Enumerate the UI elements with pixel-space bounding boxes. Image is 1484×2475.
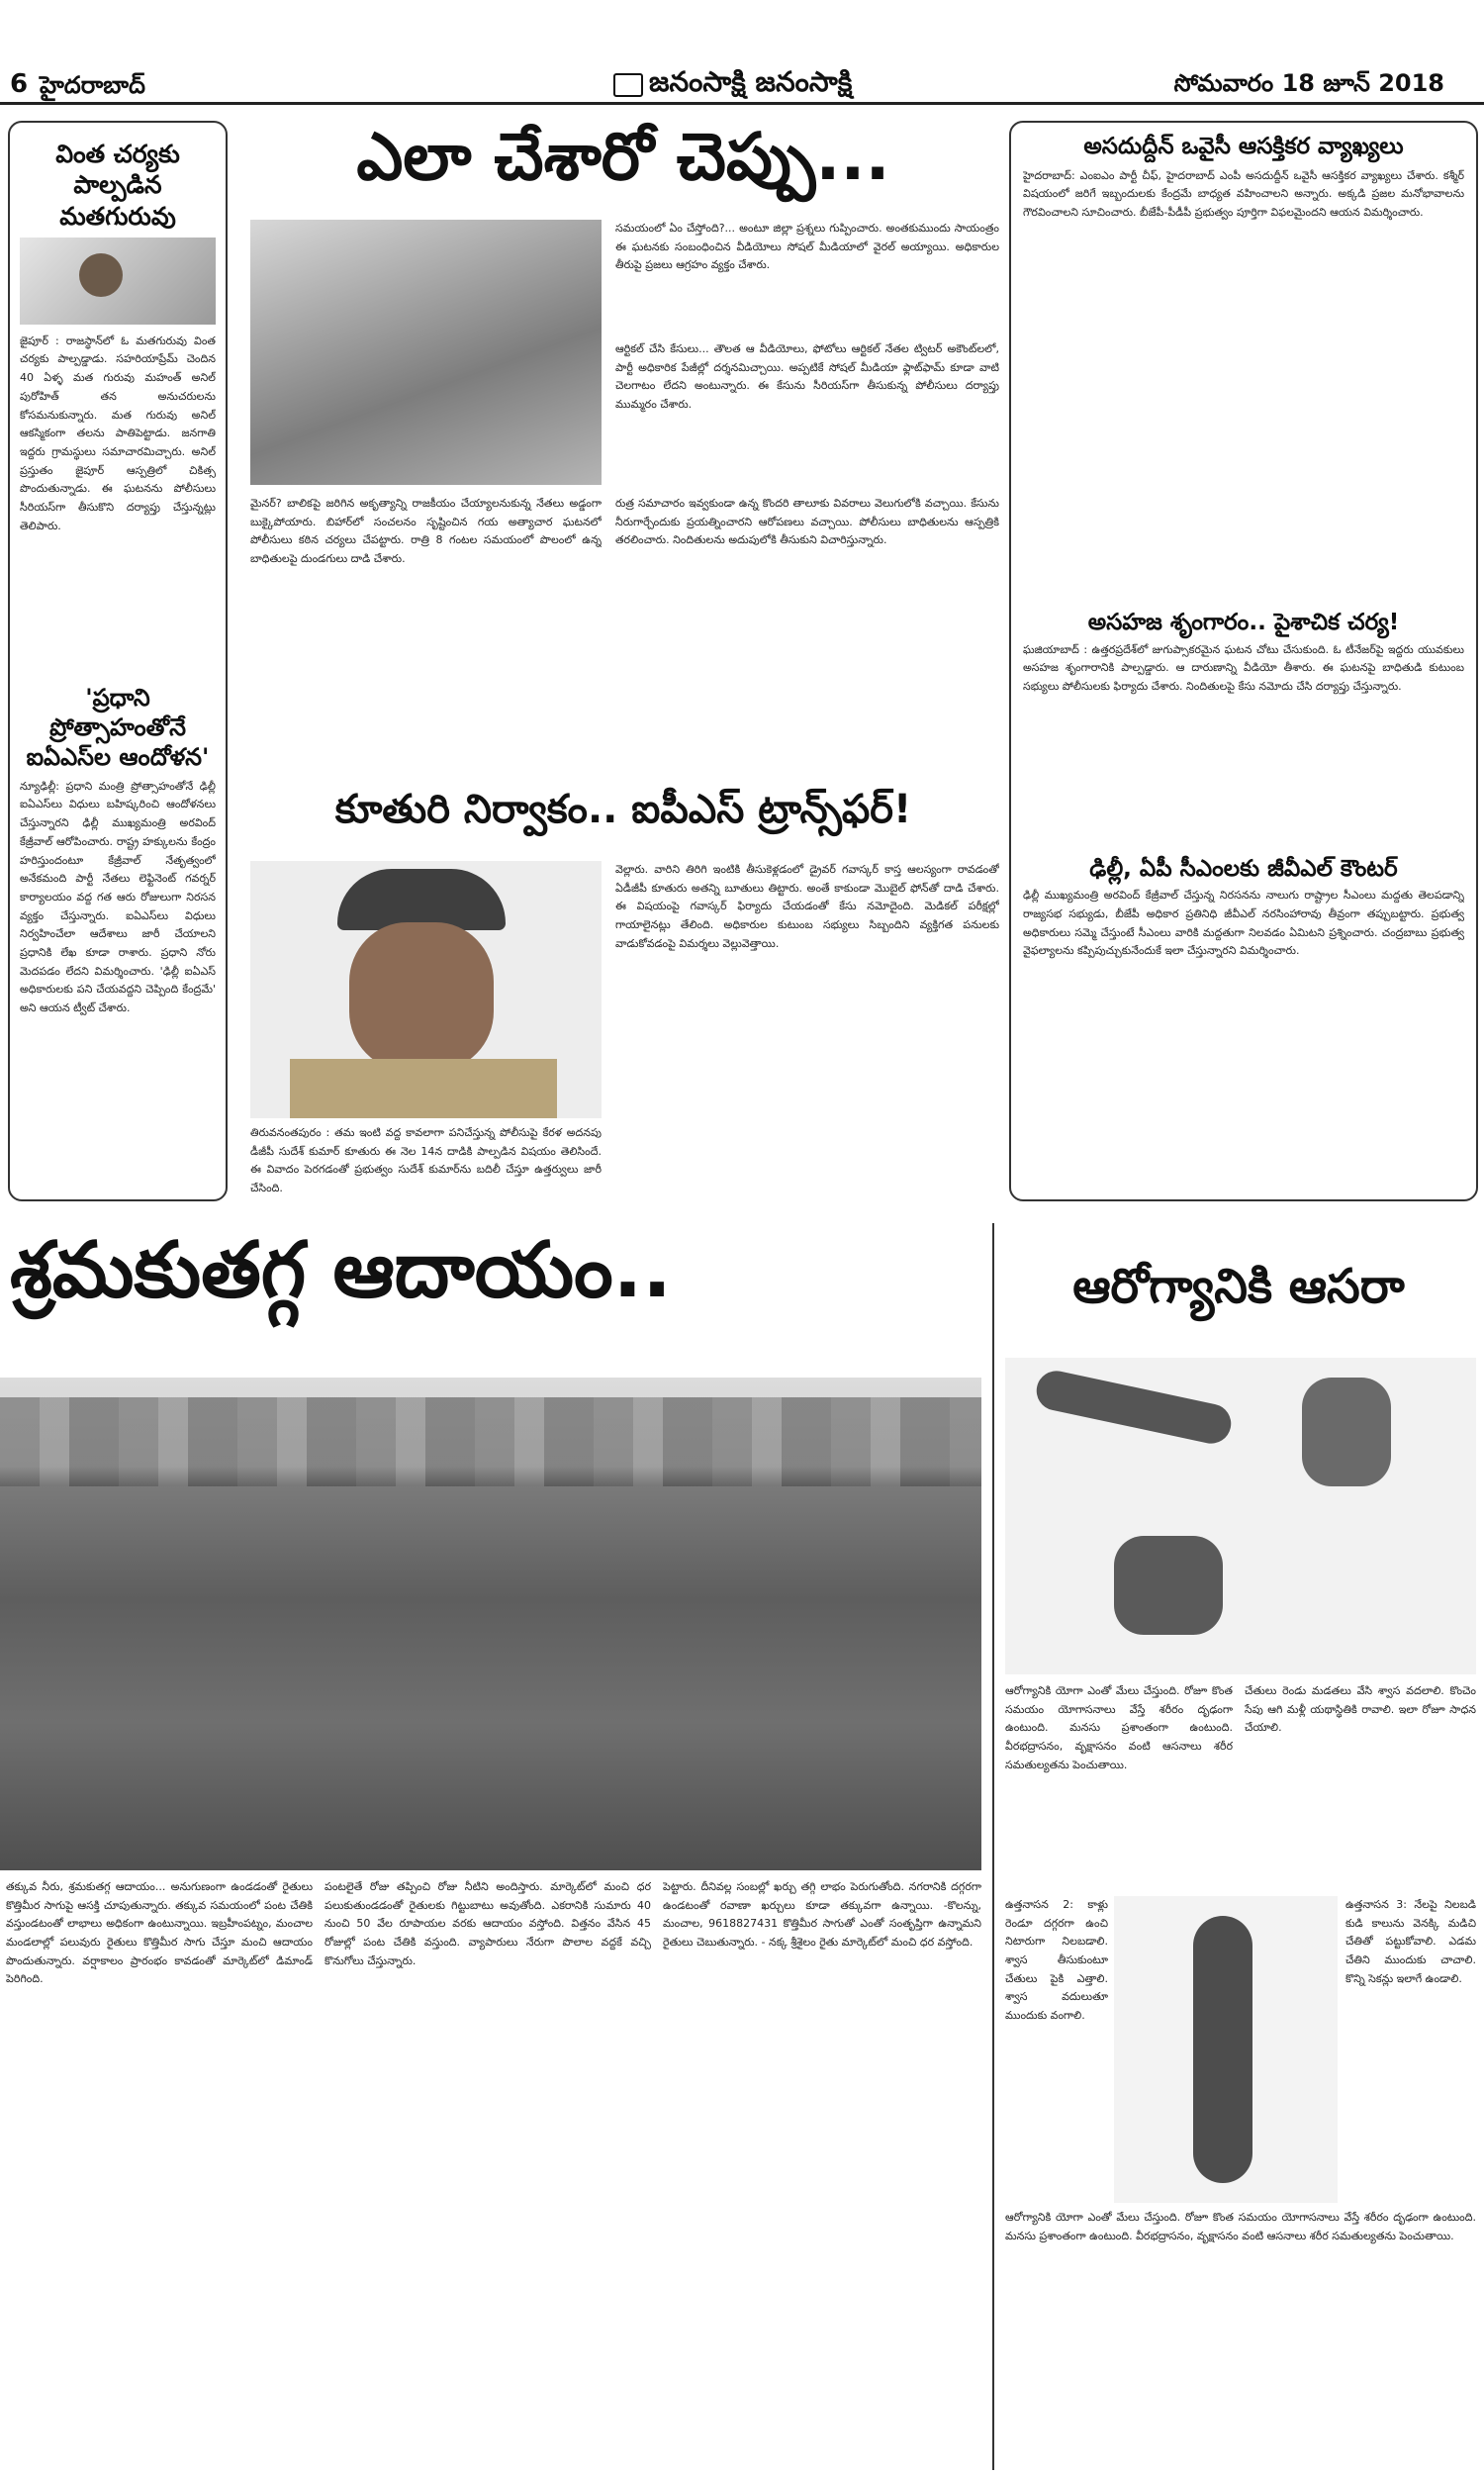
left-headline: వింత చర్యకు పాల్పడిన మతగురువు [55, 140, 180, 231]
officer-uniform-shape [290, 1059, 557, 1118]
bottom-right-body-a: ఆరోగ్యానికి యోగా ఎంతో మేలు చేస్తుంది. రోజూ కొంత సమయం యోగాసనాలు వేస్తే శరీరం దృఢంగా ఉంటుంది. మనసు ప్రశాంతంగా ఉంటుంది. వీరభద్రాసనం, వృక్షాసనం వంటి ఆసనాలు శరీర సమతుల్యతను పెంచుతాయి. [1005, 1684, 1233, 1771]
center-top-body-1: సమయంలో ఏం చేస్తోంది?... అంటూ జిల్లా ప్రశ్నలు గుప్పించారు. అంతకుముందు సాయంత్రం ఈ ఘటనకు సంబంధించిన వీడియోలు సోషల్ మీడియాలో వైరల్ అయ్యాయి. అధికారుల తీరుపై ప్రజలు ఆగ్రహం వ్యక్తం చేశారు. [615, 222, 999, 272]
officer-face-shape [349, 922, 494, 1071]
person-head-shape [79, 253, 123, 297]
center-mid-body-right: వెల్లారు. వారిని తిరిగి ఇంటికి తీసుకెళ్లడంలో డ్రైవర్ గవాస్కర్ కాస్త ఆలస్యంగా రావడంతో ఏడీజీపీ కూతురు అతన్ని బూతులు తిట్టారు. అంతే కాకుండా మొబైల్ ఫోన్‌తో దాడి చేశారు. ఈ విషయంపై గవాస్కర్ ఫిర్యాదు చేయడంతో కేసు నమోదైంది. మెడికల్ పరీక్షల్లో గాయాలైనట్లు తేలింది. అధికారుల కుటుంబ సభ్యులు సిబ్బందిని వ్యక్తిగత పనులకు వాడుకోవడంపై విమర్శలు వెల్లువెత్తాయి. [615, 863, 999, 950]
center-top-photo [250, 220, 602, 485]
bottom-left-col-3: పెట్టారు. దీనివల్ల సంబల్లో ఖర్చు తగ్గి లాభం పెరుగుతోంది. నగరానికి దగ్గరగా ఉండటంతో రవాణా ఖర్చులు కూడా తక్కువగా ఉన్నాయి. -కొలన్ను, మంచాల, 9618827431 కొత్తిమీర సాగుతో ఎంతో సంతృప్తిగా ఉన్నామని రైతులు చెబుతున్నారు. - నక్క శ్రీశైలం రైతు మార్కెట్‌లో మంచి ధర వస్తోంది. [663, 1880, 981, 1950]
right-column-box [1009, 121, 1478, 1201]
masthead [0, 0, 1484, 99]
right-body-1: హైదరాబాద్: ఎంఐఎం పార్టీ చీఫ్, హైదరాబాద్ ఎంపీ అసదుద్దీన్ ఒవైసీ ఆసక్తికర వ్యాఖ్యలు చేశారు. కశ్మీర్ విషయంలో జరిగే ఇబ్బందులకు కేంద్రమే బాధ్యత వహించాలని అన్నారు. అక్కడి ప్రజల మనోభావాలను గౌరవించాలని సూచించారు. బీజేపీ-పీడీపీ ప్రభుత్వం పూర్తిగా విఫలమైందని ఆయన విమర్శించారు. [1023, 168, 1464, 220]
bottom-right-headline: ఆరోగ్యానికి ఆసరా [1072, 1259, 1405, 1314]
yoga-standing-shape [1193, 1916, 1252, 2183]
yoga-seated-shape [1302, 1378, 1391, 1486]
masthead-rule [0, 102, 1484, 105]
right-headline-3: ఢిల్లీ, ఏపీ సీఎంలకు జీవీఎల్ కౌంటర్ [1089, 855, 1398, 882]
center-top-body-3: మైనర్? బాలికపై జరిగిన అకృత్యాన్ని రాజకీయం చేయ్యాలనుకున్న నేతలు అడ్డంగా బుక్కైపోయారు. బిహార్‌లో సంచలనం సృష్టించిన గయ అత్యాచార ఘటనలో పోలీసులు కఠిన చర్యలు చేపట్టారు. రాత్రి 8 గంటల సమయంలో పొలంలో ఉన్న బాధితులపై దుండగులు దాడి చేశారు. [250, 497, 602, 566]
yoga-photo-2 [1114, 1896, 1338, 2203]
bottom-left-col-1: తక్కువ నీరు, శ్రమకుతగ్గ ఆదాయం... అనుగుణంగా ఉండడంతో రైతులు కొత్తిమీర సాగుపై ఆసక్తి చూపుతున్నారు. తక్కువ సమయంలో పంట చేతికి వస్తుండటంతో లాభాలు అధికంగా ఉంటున్నాయి. ఇబ్రహీంపట్నం, మంచాల మండలాల్లో పలువురు రైతులు కొత్తిమీర సాగు చేస్తూ మంచి ఆదాయం పొందుతున్నారు. వర్షాకాలం ప్రారంభం కావడంతో మార్కెట్‌లో డిమాండ్ పెరిగింది. [6, 1880, 313, 1986]
bottom-right-body-d: ఉత్తనాసన 3: నేలపై నిలబడి కుడి కాలును వెనక్కి మడిచి చేతితో పట్టుకోవాలి. ఎడమ చేతిని ముందుకు చాచాలి. కొన్ని సెకన్లు ఇలాగే ఉండాలి. [1345, 1898, 1476, 1985]
left-sub-headline: 'ప్రధాని ప్రోత్సాహంతోనే ఐఏఎస్‌ల ఆందోళన' [26, 683, 210, 771]
yoga-pose-shape [1033, 1368, 1235, 1448]
left-sub-article-body: న్యూఢిల్లీ: ప్రధాని మంత్రి ప్రోత్సాహంతోనే ఢిల్లీ ఐఏఎస్‌లు విధులు బహిష్కరించి ఆందోళనలు చేస్తున్నారని ఢిల్లీ ముఖ్యమంత్రి అరవింద్ కేజ్రీవాల్ ఆరోపించారు. రాష్ట్ర హక్కులను కేంద్రం హరిస్తుందంటూ కేజ్రీవాల్ నేతృత్వంలో అనేకమంది పార్టీ నేతలు లెఫ్టినెంట్ గవర్నర్ కార్యాలయం వద్ద గత ఆరు రోజులుగా నిరసన వ్యక్తం చేస్తున్నారు. ఐఏఎస్‌లు విధులు నిర్వహించేలా ఆదేశాలు జారీ చేయాలని ప్రధానికి లేఖ కూడా రాశారు. ప్రధాని నోరు మెదపడం లేదని విమర్శించారు. 'ఢిల్లీ ఐఏఎస్ అధికారులకు పని చేయవద్దని చెప్పింది కేంద్రమే' అని ఆయన ట్వీట్ చేశారు. [20, 779, 216, 1014]
column-divider [992, 1223, 994, 2470]
right-headline-2: అసహజ శృంగారం.. పైశాచిక చర్య! [1087, 609, 1400, 635]
newspaper-logo-icon [613, 73, 643, 97]
right-body-2: ఘజియాబాద్ : ఉత్తరప్రదేశ్‌లో జుగుప్సాకరమైన ఘటన చోటు చేసుకుంది. ఓ టీనేజర్‌పై ఇద్దరు యువకులు అసహజ శృంగారానికి పాల్పడ్డారు. ఆ దారుణాన్ని వీడియో తీశారు. ఈ ఘటనపై బాధితుడి కుటుంబ సభ్యులు పోలీసులకు ఫిర్యాదు చేశారు. నిందితులపై కేసు నమోదు చేసి దర్యాప్తు చేస్తున్నారు. [1023, 642, 1464, 693]
center-mid-body-left: తిరువనంతపురం : తమ ఇంటి వద్ద కావలాగా పనిచేస్తున్న పోలీసుపై కేరళ అదనపు డీజీపీ సుదేశ్ కుమార్ కూతురు ఈ నెల 14న దాడికి పాల్పడిన విషయం తెలిసిందే. ఈ వివాదం పెరగడంతో ప్రభుత్వం సుదేశ్ కుమార్‌ను బదిలీ చేస్తూ ఉత్తర్వులు జారీ చేసింది. [250, 1126, 602, 1195]
city-name: హైదరాబాద్ [40, 71, 145, 99]
yoga-photo-1 [1005, 1358, 1476, 1674]
coriander-field-photo [0, 1378, 981, 1870]
bottom-right-body-e: ఆరోగ్యానికి యోగా ఎంతో మేలు చేస్తుంది. రోజూ కొంత సమయం యోగాసనాలు వేస్తే శరీరం దృఢంగా ఉంటుంది. మనసు ప్రశాంతంగా ఉంటుంది. వీరభద్రాసనం, వృక్షాసనం వంటి ఆసనాలు శరీర సమతుల్యతను పెంచుతాయి. [1005, 2211, 1476, 2242]
right-body-3: ఢిల్లీ ముఖ్యమంత్రి అరవింద్ కేజ్రీవాల్ చేస్తున్న నిరసనను నాలుగు రాష్ట్రాల సీఎంలు మద్దతు తెలపడాన్ని రాజ్యసభ సభ్యుడు, బీజేపీ అధికార ప్రతినిధి జీవీఎల్ నరసింహారావు తీవ్రంగా తప్పుబట్టారు. ప్రభుత్వ అధికారులు సమ్మె చేస్తుంటే సీఎంలు వారికి మద్దతుగా నిలవడం ఏమిటని ప్రశ్నించారు. చంద్రబాబు ప్రభుత్వ వైఫల్యాలను కప్పిపుచ్చుకునేందుకే ఇలా చేస్తున్నారని విమర్శించారు. [1023, 889, 1464, 958]
issue-date: సోమవారం 18 జూన్ 2018 [1173, 69, 1444, 97]
bottom-right-body-c: ఉత్తనాసన 2: కాళ్లు రెండూ దగ్గరగా ఉంచి నిటారుగా నిలబడాలి. శ్వాస తీసుకుంటూ చేతులు పైకి ఎత్తాలి. శ్వాస వదులుతూ ముందుకు వంగాలి. [1005, 1898, 1108, 2023]
officer-cap-shape [337, 869, 506, 930]
tree-line-shape [0, 1397, 981, 1486]
center-top-body-2: ఆర్టికల్ చేసి కేసులు... తౌలత ఆ వీడియోలు, ఫోటోలు ఆర్టికల్ నేతల ట్విటర్ అకౌంట్‌లలో, పార్టీ అధికారిక పేజీల్లో దర్శనమిచ్చాయి. అప్పటికే సోషల్ మీడియా ఫ్లాట్‌ఫామ్ కూడా వాటి చెలగాటం లేదని అంటున్నారు. ఈ కేసును సీరియస్‌గా తీసుకున్న పోలీసులు దర్యాప్తు ముమ్మరం చేశారు. [615, 342, 999, 412]
bottom-left-headline: శ్రమకుతగ్గ ఆదాయం.. [10, 1226, 672, 1315]
priest-photo [20, 238, 216, 325]
yoga-chair-pose-shape [1114, 1536, 1223, 1635]
center-top-body-4: రుత్ర సమాచారం ఇవ్వకుండా ఉన్న కొందరి తాలూకు వివరాలు వెలుగులోకి వచ్చాయి. కేసును నీరుగార్చేందుకు ప్రయత్నించారని ఆరోపణలు వచ్చాయి. పోలీసులు బాధితులను ఆస్పత్రికి తరలించారు. నిందితులను అదుపులోకి తీసుకుని విచారిస్తున్నారు. [615, 497, 999, 547]
bottom-left-col-2: పంటలైతే రోజు తప్పించి రోజు నీటిని అందిస్తారు. మార్కెట్‌లో మంచి ధర పలుకుతుండడంతో రైతులకు గిట్టుబాటు అవుతోంది. ఎకరానికి సుమారు 40 నుంచి 50 వేల రూపాయల వరకు ఆదాయం వస్తోంది. విత్తనం వేసిన 45 రోజుల్లో పంట చేతికి వస్తుంది. వ్యాపారులు నేరుగా పొలాల వద్దకే వచ్చి కొనుగోలు చేస్తున్నారు. [325, 1880, 651, 1967]
center-mid-headline: కూతురి నిర్వాకం.. ఐపీఎస్ ట్రాన్స్‌ఫర్! [334, 787, 912, 832]
newspaper-brand [613, 65, 852, 105]
right-headline-1: అసదుద్దీన్ ఒవైసీ ఆసక్తికర వ్యాఖ్యలు [1083, 134, 1404, 159]
left-column-box [8, 121, 228, 1201]
newspaper-name: జనంసాక్షి జనంసాక్షి [649, 65, 853, 98]
bottom-right-body-b: చేతులు రెండు మడతలు వేసి శ్వాస వదలాలి. కొంచెం సేపు ఆగి మళ్లీ యథాస్థితికి రావాలి. ఇలా రోజూ సాధన చేయాలి. [1245, 1684, 1476, 1735]
officer-photo [250, 861, 602, 1118]
page-number: 6 [10, 69, 29, 99]
center-top-headline: ఎలా చేశారో చెప్పు... [356, 119, 890, 195]
left-article-body: జైపూర్ : రాజస్థాన్‌లో ఓ మతగురువు వింత చర్యకు పాల్పడ్డాడు. సహరియాప్రేమ్ చెందిన 40 ఏళ్ళ మత గురువు మహంత్ అనిల్ పురోహిత్ తన అనుచరులను కోసమనుకున్నారు. మత గురువు అనిల్ ఆకస్మికంగా తలను పాతిపెట్టాడు. జనగాతి ఇద్దరు గ్రామస్థులు సమాచారమిచ్చారు. అనిల్ ప్రస్తుతం జైపూర్ ఆస్పత్రిలో చికిత్స పొందుతున్నాడు. ఈ ఘటనను పోలీసులు సీరియస్‌గా తీసుకొని దర్యాప్తు చేస్తున్నట్లు తెలిపారు. [20, 333, 216, 532]
